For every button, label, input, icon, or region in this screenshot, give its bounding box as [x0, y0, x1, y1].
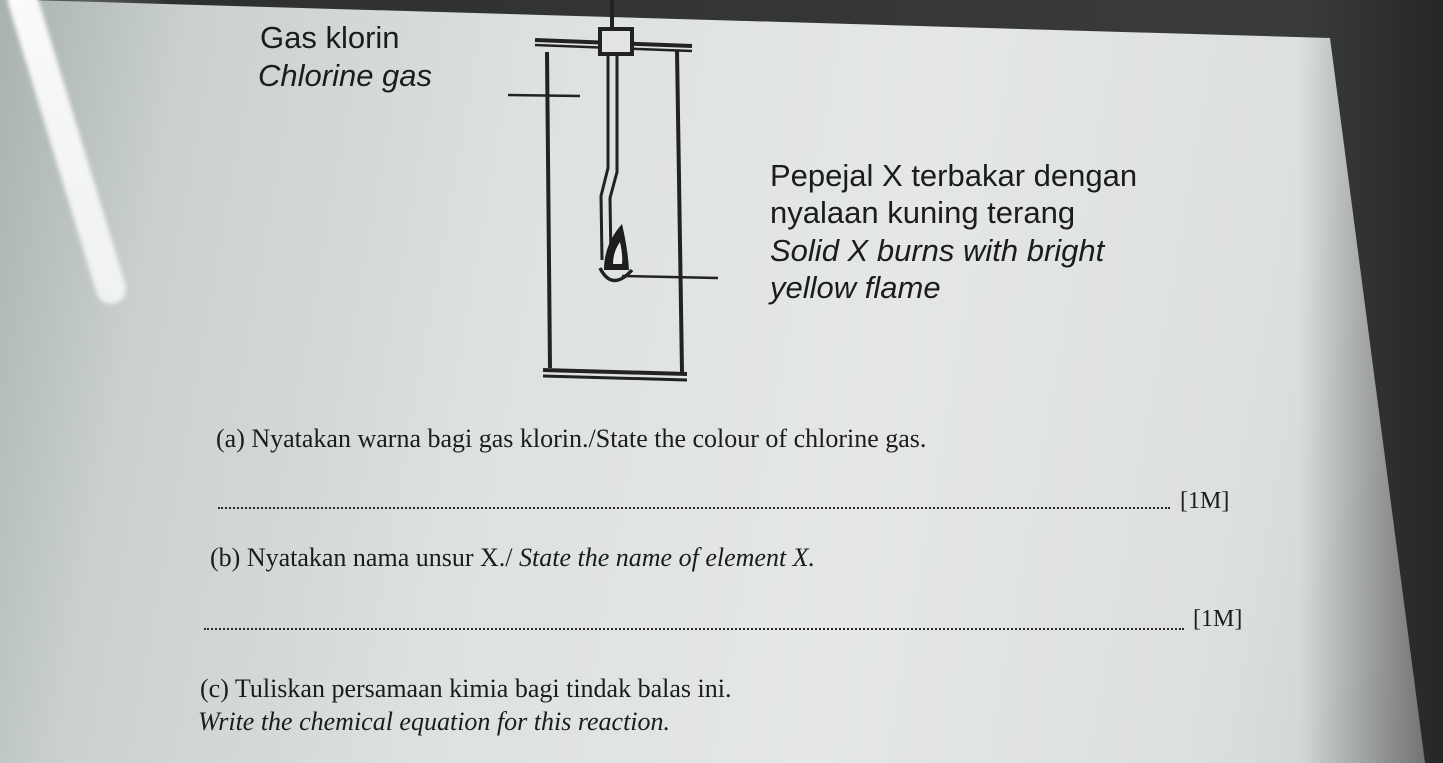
answer-line-b[interactable] [204, 628, 1184, 630]
solid-label-english-line2: yellow flame [770, 270, 941, 305]
gas-label-english: Chlorine gas [258, 58, 433, 93]
question-b-english: State the name of element X. [519, 543, 816, 572]
gas-jar-right-wall [677, 50, 682, 372]
solid-label-english-line1: Solid X burns with bright [770, 233, 1105, 268]
question-b-malay: (b) Nyatakan nama unsur X./ [210, 543, 513, 572]
answer-line-a[interactable] [218, 507, 1170, 509]
question-b [210, 543, 815, 573]
marks-a: [1M] [1180, 488, 1230, 514]
stopper [600, 29, 632, 54]
question-c-english: Write the chemical equation for this reaction. [198, 707, 671, 736]
gas-label-malay: Gas klorin [260, 20, 400, 55]
gas-jar-base [543, 370, 687, 374]
flame-label-pointer [622, 276, 718, 278]
gas-jar-base-lower [543, 376, 687, 380]
marks-b: [1M] [1193, 606, 1243, 632]
spoon-rod-left [601, 54, 608, 260]
solid-label-malay-line1: Pepejal X terbakar dengan [770, 158, 1138, 193]
gas-jar-left-wall [547, 52, 550, 368]
question-a: (a) Nyatakan warna bagi gas klorin./State the colour of chlorine gas. [216, 424, 927, 453]
question-c-malay: (c) Tuliskan persamaan kimia bagi tindak balas ini. [200, 674, 732, 703]
gas-label-pointer [508, 95, 580, 96]
solid-label-malay-line2: nyalaan kuning terang [770, 195, 1076, 230]
spoon-rod-right [610, 54, 617, 260]
